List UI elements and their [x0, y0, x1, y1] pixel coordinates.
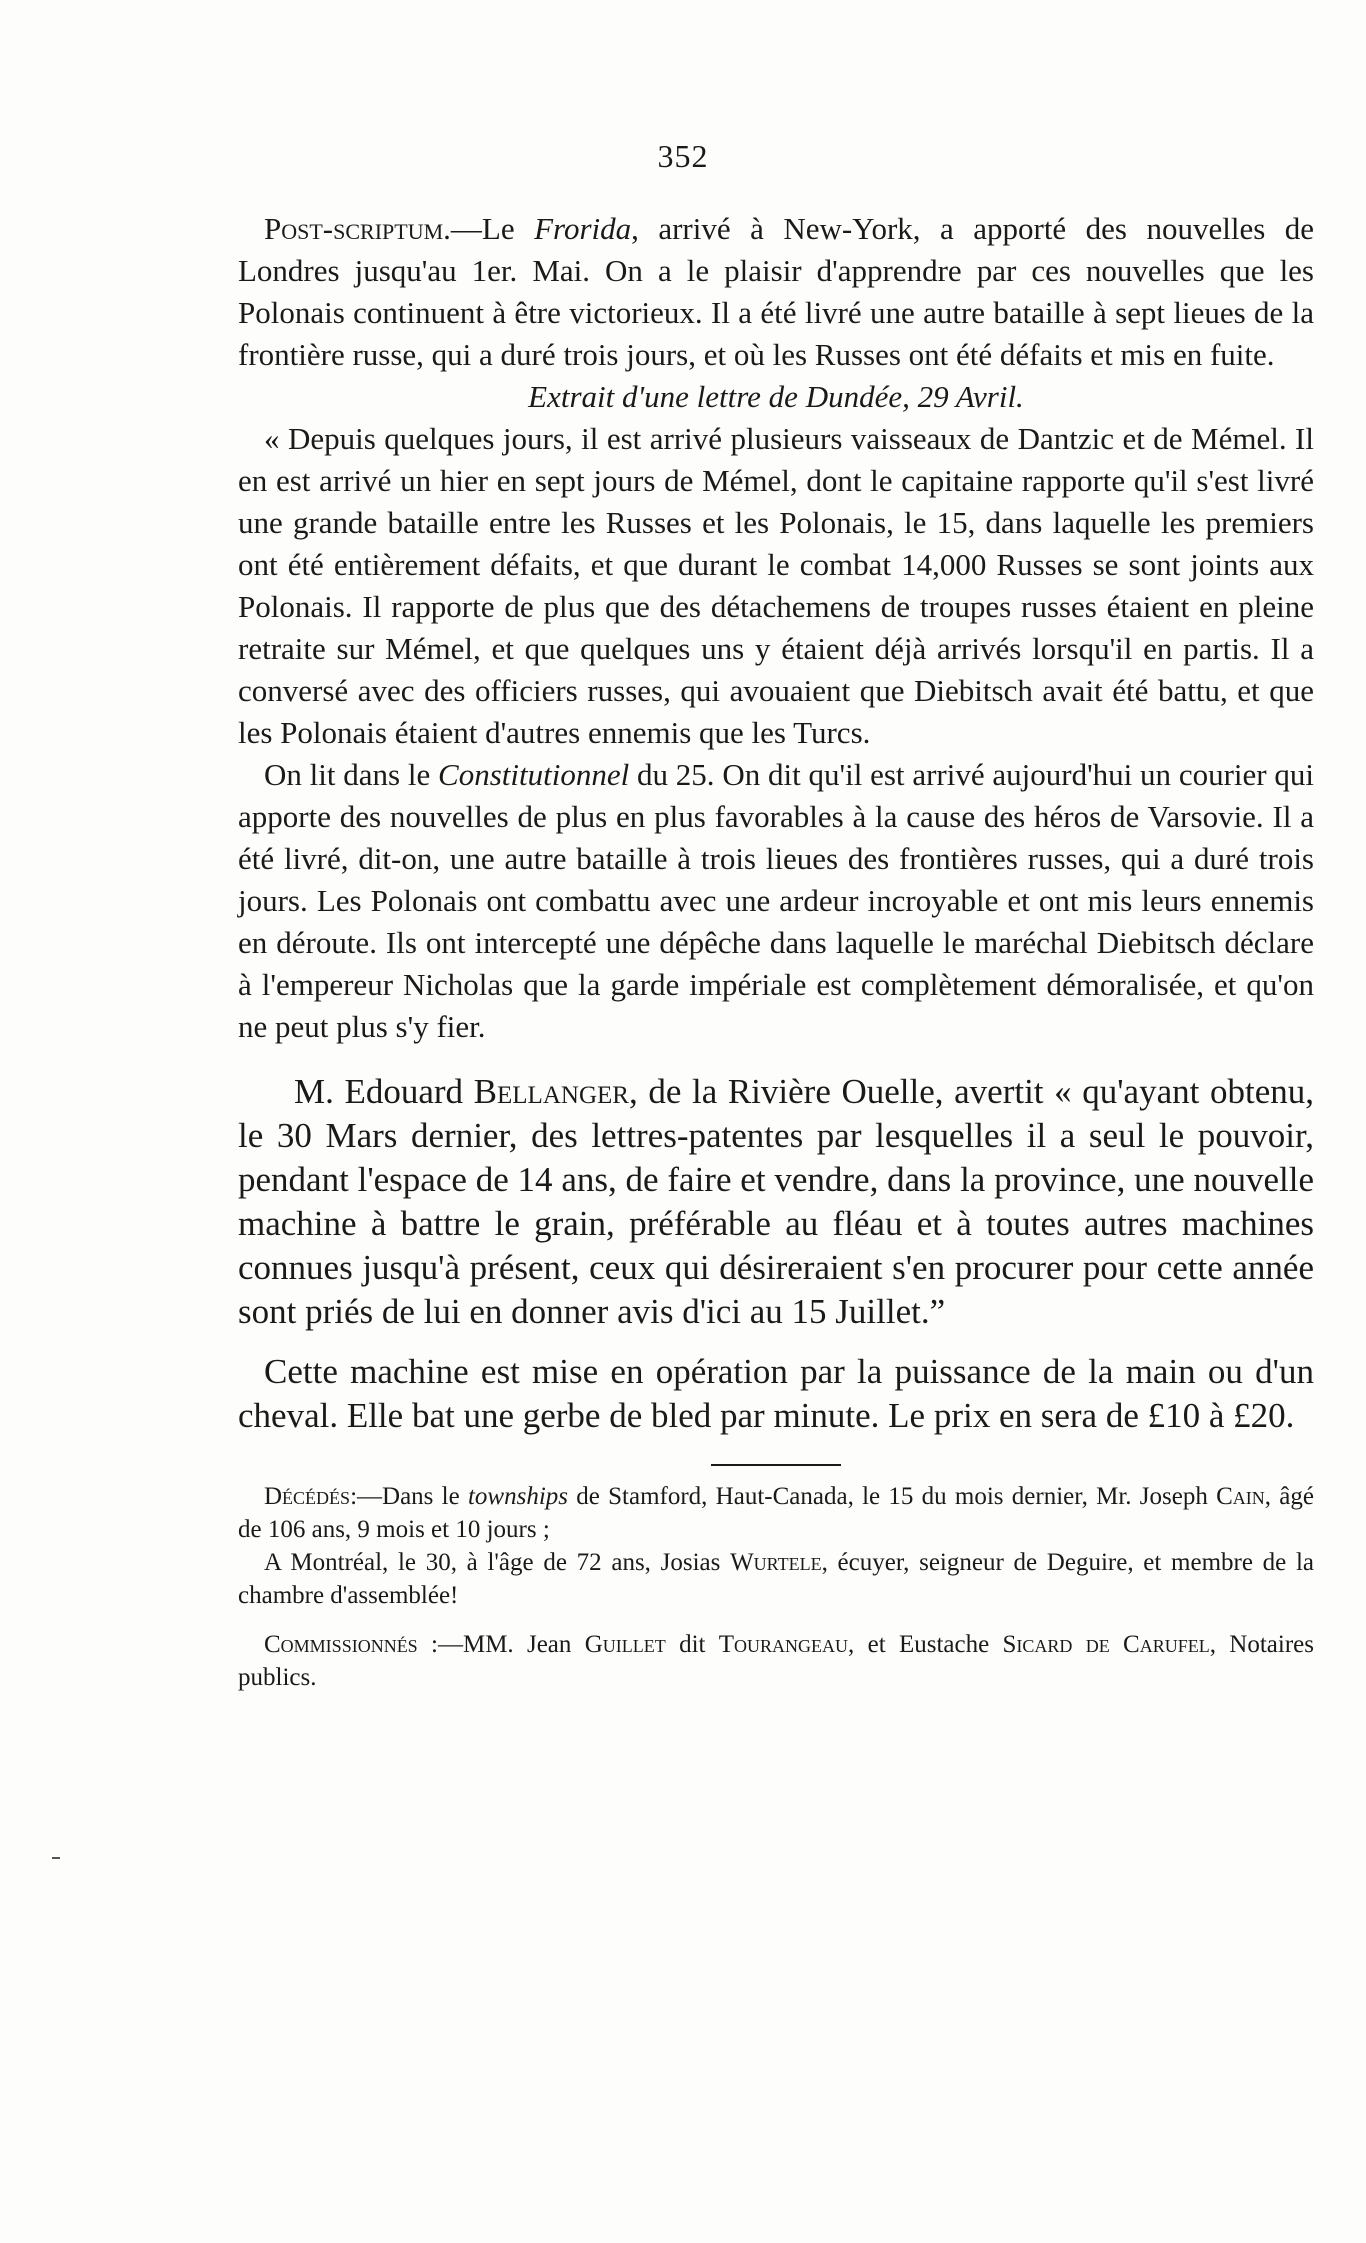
constitutionnel-text: du 25. On dit qu'il est arrivé aujourd'hui un courier qui apporte des nouvelles de plus en plus favorables à la cause des héros de Varsovie. Il a été livré, dit-on, une autre bataille à trois lieues des frontières russes, qui a duré trois jours. Les Polonais ont combattu avec une ardeur incroyable et ont mis leurs ennemis en déroute. Ils ont intercepté une dépêche dans laquelle le maréchal Diebitsch déclare à l'empereur Nicholas que la garde impériale est complètement démoralisée, et qu'on ne peut plus s'y fier. — [238, 757, 1314, 1044]
bellanger-lead: M. Edouard — [294, 1072, 474, 1111]
constitutionnel-lead: On lit dans le — [264, 757, 439, 792]
commissions-lead: :—MM. Jean — [417, 1631, 585, 1658]
deces-label: Décédés — [264, 1483, 351, 1510]
montreal-lead: A Montréal, le 30, à l'âge de 72 ans, Josias — [264, 1549, 731, 1576]
spacer — [238, 1334, 1314, 1350]
commissions-name-2: Tourangeau — [718, 1631, 849, 1658]
montreal-name: Wurtele — [730, 1549, 822, 1576]
commissions-name-1: Guillet — [584, 1631, 666, 1658]
deces-text-2: , âgé de 106 ans, 9 mois et 10 jours ; — [238, 1483, 1315, 1543]
post-scriptum-label: Post-scriptum — [264, 211, 444, 246]
bellanger-name: Bellanger — [473, 1072, 629, 1111]
margin-mark — [52, 1857, 60, 1859]
machine-paragraph: Cette machine est mise en opération par la puissance de la main ou d'un cheval. Elle bat une gerbe de bled par minute. Le prix en sera de £10 à £20. — [238, 1352, 1314, 1435]
ship-name: Frorida — [534, 211, 632, 246]
extract-heading: Extrait d'une lettre de Dundée, 29 Avril. — [528, 379, 1024, 414]
deces-lead: :—Dans le — [350, 1483, 468, 1510]
commissions-mid-1: dit — [665, 1631, 719, 1658]
deces-text-1: de Stamford, Haut-Canada, le 15 du mois dernier, Mr. Joseph — [568, 1483, 1217, 1510]
spacer — [238, 1048, 1314, 1070]
text-column — [238, 208, 1314, 1694]
montreal-text: , écuyer, seigneur de Deguire, et membre de la chambre d'assemblée! — [238, 1549, 1314, 1609]
bellanger-paragraph — [238, 1070, 1314, 1334]
deces-name-1: Cain — [1216, 1483, 1265, 1510]
township-word: townships — [467, 1483, 568, 1510]
deces-paragraph — [238, 1480, 1314, 1546]
post-scriptum-paragraph — [238, 208, 1314, 376]
page-number: 352 — [657, 138, 709, 174]
constitutionnel-paragraph — [238, 754, 1314, 1048]
commissions-name-3: Sicard de Carufel — [1002, 1631, 1210, 1658]
journal-name: Constitutionnel — [438, 757, 630, 792]
section-rule — [711, 1464, 841, 1466]
post-scriptum-lead: .—Le — [443, 211, 535, 246]
commissions-mid-2: , et Eustache — [848, 1631, 1003, 1658]
commissions-text: , Notaires publics. — [238, 1631, 1314, 1691]
letter-paragraph: « Depuis quelques jours, il est arrivé plusieurs vaisseaux de Dantzic et de Mémel. Il en est arrivé un hier en sept jours de Mémel, dont le capitaine rapporte qu'il s'est livré une grande bataille entre les Russes et les Polonais, le 15, dans laquelle les premiers ont été entièrement défaits, et que durant le combat 14,000 Russes se sont joints aux Polonais. Il rapporte de plus que des détachemens de troupes russes étaient en pleine retraite sur Mémel, et que quelques uns y étaient déjà arrivés lorsqu'il en partis. Il a conversé avec des officiers russes, qui avouaient que Diebitsch avait été battu, et que les Polonais étaient d'autres ennemis que les Turcs. — [238, 421, 1314, 750]
montreal-paragraph — [238, 1546, 1314, 1612]
commissions-label: Commissionnés — [264, 1631, 418, 1658]
spacer — [238, 1612, 1314, 1628]
commissions-paragraph — [238, 1628, 1314, 1694]
post-scriptum-text: , arrivé à New-York, a apporté des nouvelles de Londres jusqu'au 1er. Mai. On a le plaisir d'apprendre par ces nouvelles que les Polonais continuent à être victorieux. Il a été livré une autre bataille à sept lieues de la frontière russe, qui a duré trois jours, et où les Russes ont été défaits et mis en fuite. — [238, 211, 1314, 372]
bellanger-text: , de la Rivière Ouelle, avertit « qu'ayant obtenu, le 30 Mars dernier, des lettres-patentes par lesquelles il a seul le pouvoir, pendant l'espace de 14 ans, de faire et vendre, dans la province, une nouvelle machine à battre le grain, préférable au fléau et à toutes autres machines connues jusqu'à présent, ceux qui désireraient s'en procurer pour cette année sont priés de lui en donner avis d'ici au 15 Juillet.” — [238, 1072, 1314, 1331]
